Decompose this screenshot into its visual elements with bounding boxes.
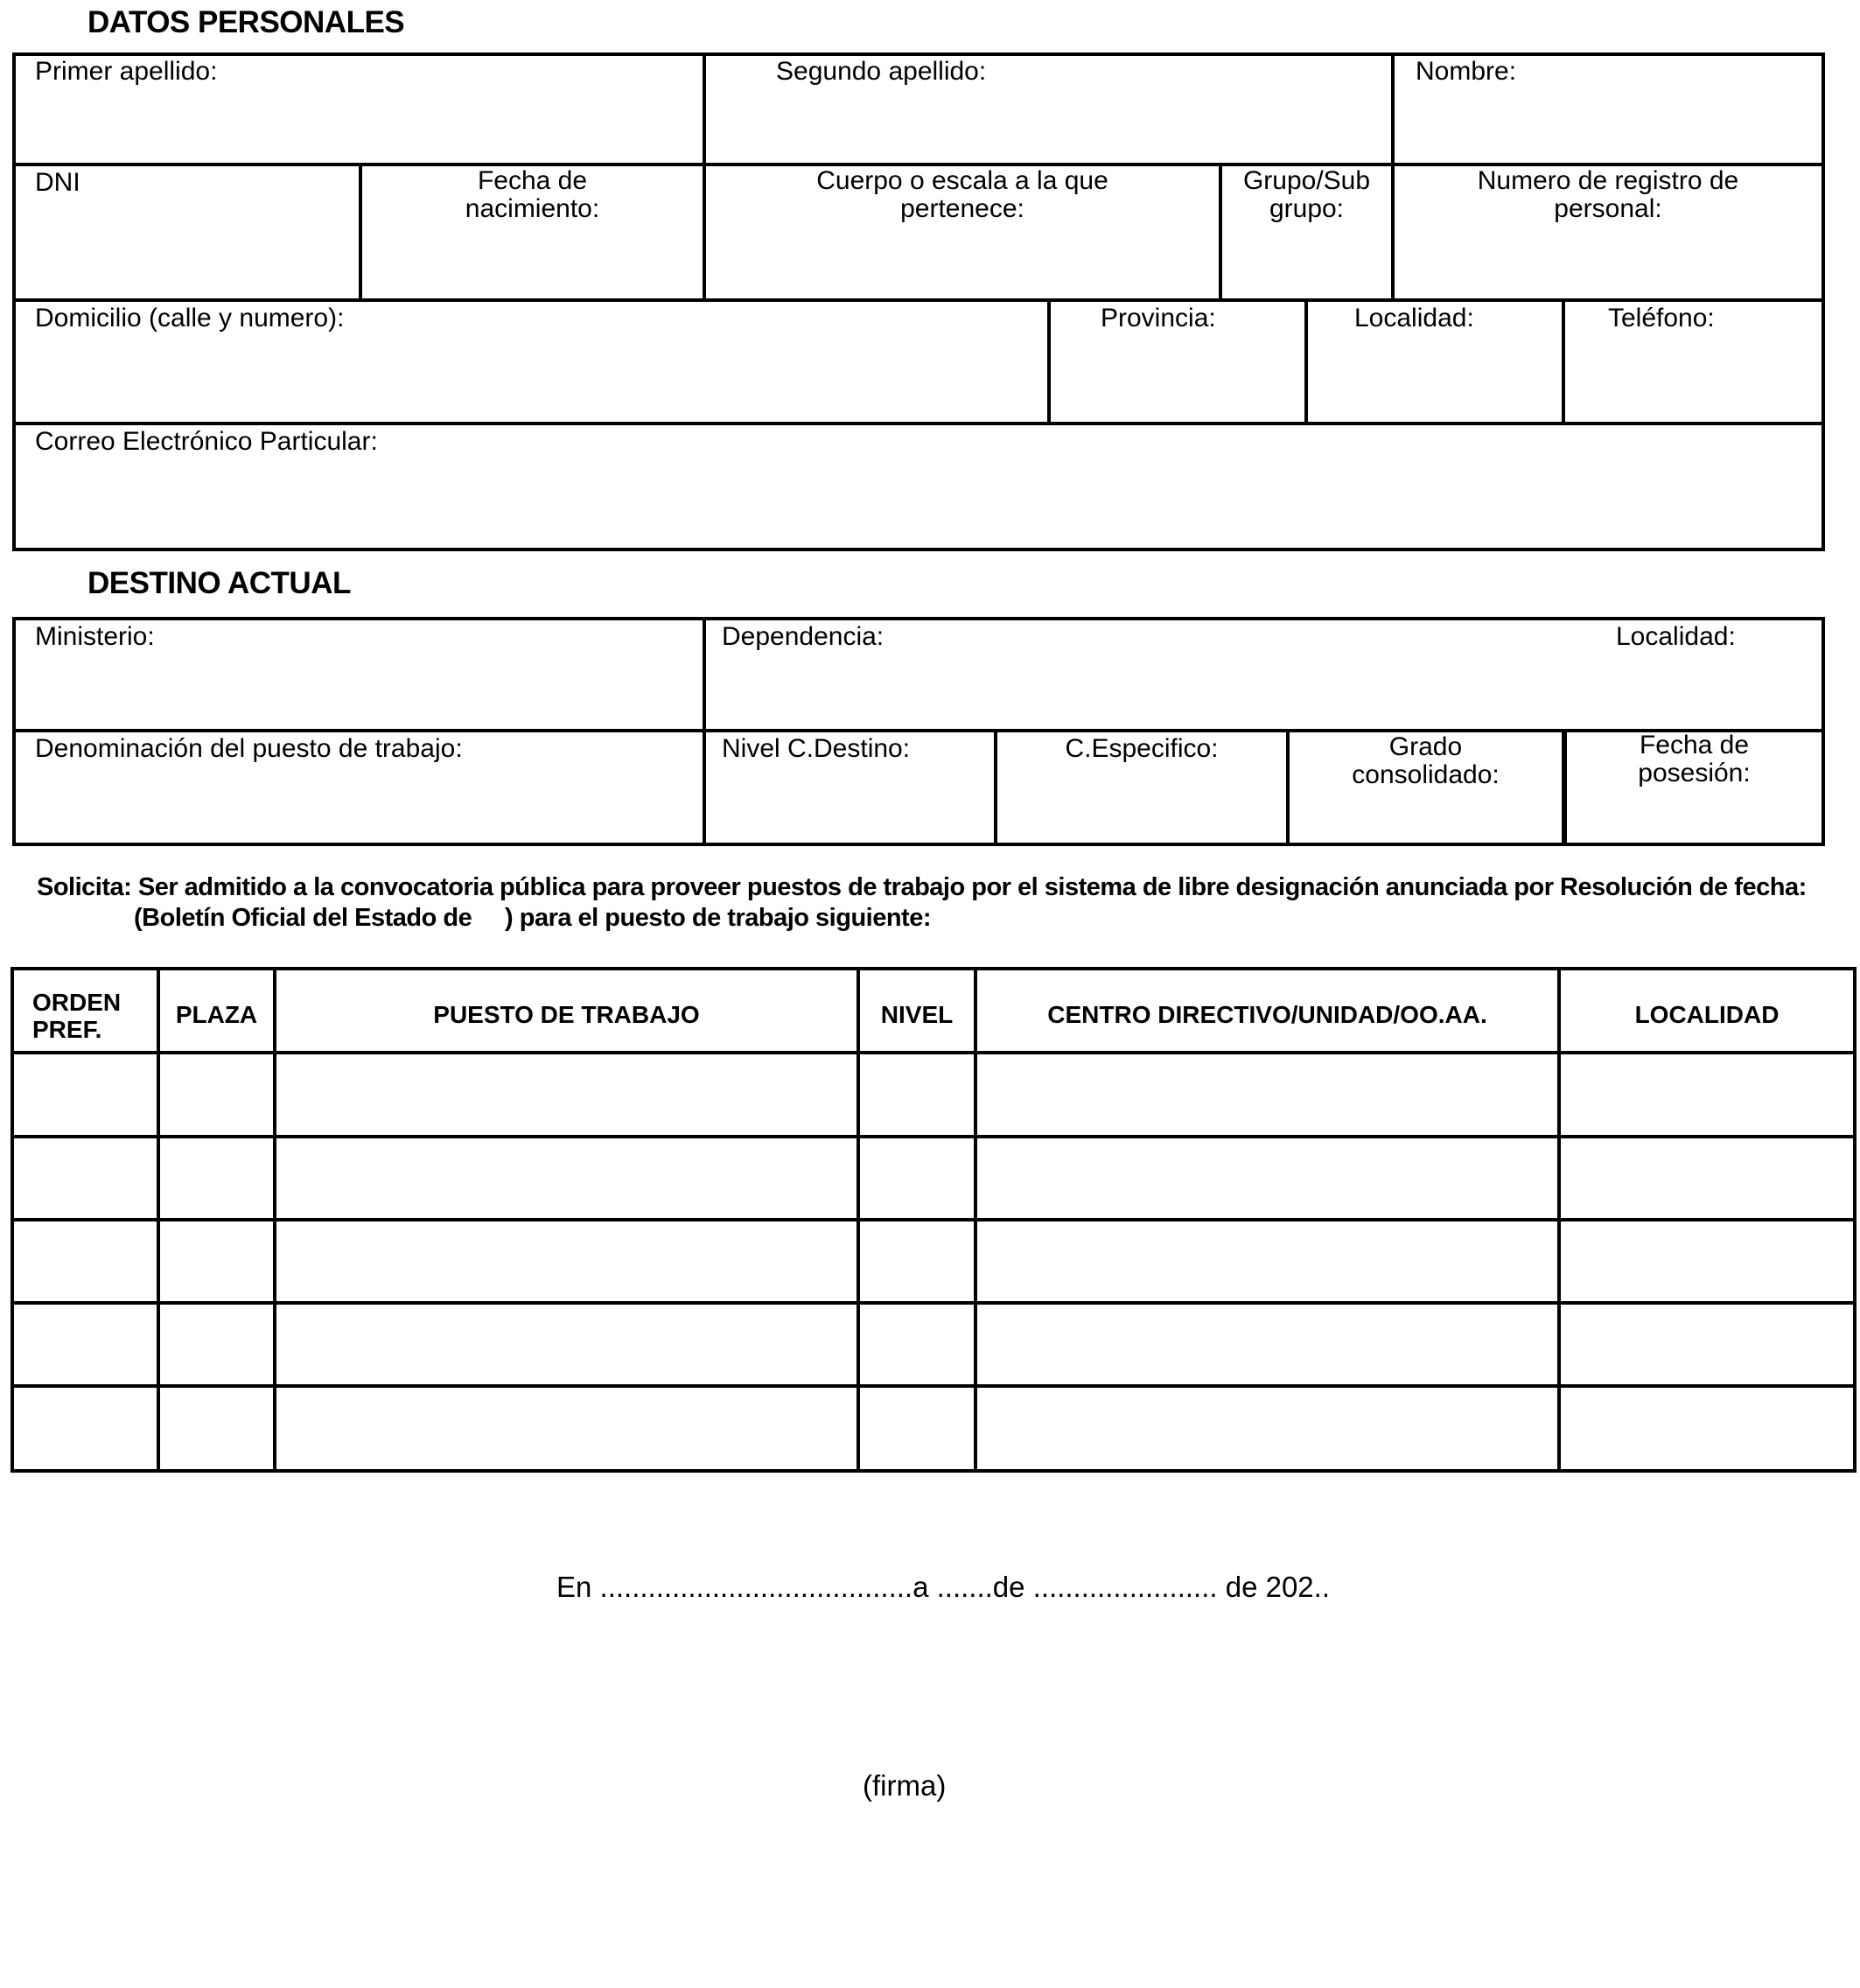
grupo-subgrupo-line2: grupo: [1269, 194, 1345, 223]
fecha-lugar-line: En .......................................a .......de ....................... de 202.. [556, 1571, 1330, 1603]
firma-label: (firma) [863, 1769, 947, 1802]
table-column-divider [157, 967, 160, 1473]
dependencia-label: Dependencia: [722, 622, 885, 651]
solicita-text-line2: (Boletín Oficial del Estado de ) para el puesto de trabajo siguiente: [134, 904, 931, 932]
fecha-nacimiento-line1: Fecha de [477, 166, 588, 195]
header-centro-directivo: CENTRO DIRECTIVO/UNIDAD/OO.AA. [1047, 1001, 1487, 1028]
header-localidad: LOCALIDAD [1634, 1001, 1780, 1028]
divider [1562, 298, 1565, 425]
header-puesto-trabajo: PUESTO DE TRABAJO [433, 1001, 700, 1028]
numero-registro-label [1395, 167, 1822, 223]
provincia-label: Provincia: [1101, 304, 1216, 332]
divider [12, 729, 1825, 732]
grupo-subgrupo-label [1222, 167, 1391, 223]
header-plaza: PLAZA [175, 1001, 258, 1028]
nivel-destino-label: Nivel C.Destino: [722, 734, 911, 763]
table-row-divider [10, 1218, 1857, 1222]
grado-consolidado-line1: Grado [1388, 732, 1463, 761]
section-heading-datos-personales: DATOS PERSONALES [87, 5, 405, 39]
header-orden-line1: ORDEN [32, 989, 122, 1016]
ministerio-label: Ministerio: [35, 622, 155, 651]
table-row-divider [10, 1051, 1857, 1054]
segundo-apellido-label: Segundo apellido: [776, 57, 987, 86]
numero-registro-line2: personal: [1554, 194, 1662, 223]
primer-apellido-label: Primer apellido: [35, 57, 218, 86]
fecha-posesion-line2: posesión: [1638, 759, 1751, 788]
table-column-divider [974, 967, 977, 1473]
numero-registro-line1: Numero de registro de [1477, 166, 1739, 195]
table-row-divider [10, 1301, 1857, 1305]
table-column-divider [1557, 967, 1561, 1473]
fecha-posesion-label [1567, 732, 1822, 788]
header-orden-line2: PREF. [32, 1016, 102, 1043]
solicita-text-line1: Solicita: Ser admitido a la convocatoria pública para proveer puestos de trabajo por el sistema de libre designación anunciada por Resolución de fecha: [37, 873, 1807, 901]
divider [1304, 298, 1308, 425]
table-column-divider [273, 967, 276, 1473]
section-heading-destino-actual: DESTINO ACTUAL [87, 566, 351, 600]
divider [703, 617, 706, 846]
nombre-label: Nombre: [1416, 57, 1517, 86]
datos-personales-box [12, 52, 1825, 551]
divider [1047, 298, 1051, 425]
table-row-divider [10, 1384, 1857, 1388]
table-column-divider [857, 967, 860, 1473]
grado-consolidado-label [1290, 733, 1562, 789]
telefono-label: Teléfono: [1608, 304, 1715, 332]
divider [12, 422, 1825, 425]
localidad-label: Localidad: [1354, 304, 1474, 332]
fecha-nacimiento-label [362, 167, 703, 223]
cuerpo-escala-line2: pertenece: [900, 194, 1024, 223]
table-row-divider [10, 1135, 1857, 1138]
grado-consolidado-line2: consolidado: [1352, 760, 1500, 789]
correo-label: Correo Electrónico Particular: [35, 427, 378, 456]
fecha-nacimiento-line2: nacimiento: [465, 194, 600, 223]
destino-localidad-label: Localidad: [1616, 622, 1736, 651]
cuerpo-escala-label [706, 167, 1219, 223]
fecha-posesion-line1: Fecha de [1639, 731, 1750, 760]
cuerpo-escala-line1: Cuerpo o escala a la que [816, 166, 1108, 195]
grupo-subgrupo-line1: Grupo/Sub [1242, 166, 1371, 195]
domicilio-label: Domicilio (calle y numero): [35, 304, 345, 332]
divider [12, 298, 1825, 302]
dni-label: DNI [35, 168, 80, 197]
denominacion-puesto-label: Denominación del puesto de trabajo: [35, 734, 463, 763]
header-orden-pref [32, 989, 121, 1043]
header-nivel: NIVEL [880, 1001, 954, 1028]
especifico-label: C.Especifico: [1065, 734, 1219, 763]
